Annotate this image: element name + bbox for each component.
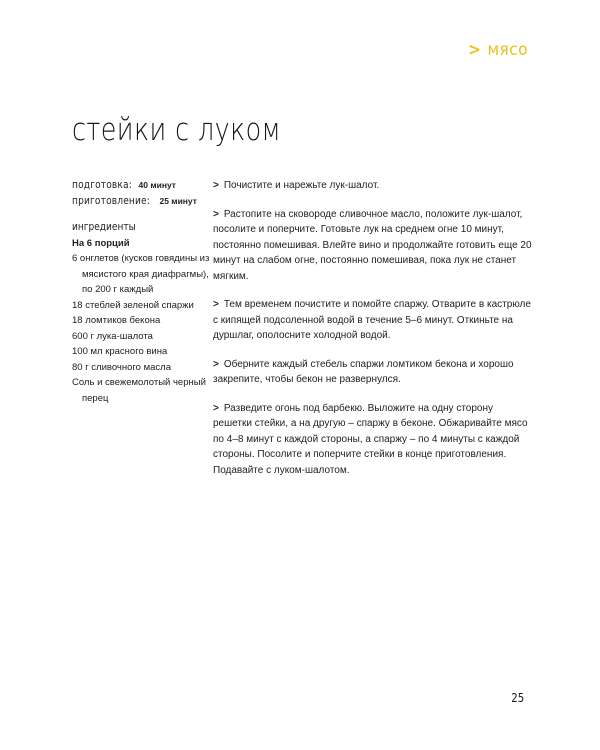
chevron-right-icon: > <box>213 180 219 191</box>
ingredient-item: 18 ломтиков бекона <box>72 315 161 326</box>
chevron-right-icon: > <box>213 402 219 414</box>
ingredient-item: 600 г лука-шалота <box>72 330 153 342</box>
step-text: Оберните каждый стебель спаржи ломтиком бекона и хорошо закрепите, чтобы бекон не развернулся. <box>213 358 514 385</box>
servings: На 6 порций <box>72 237 130 249</box>
section-label: мясо <box>487 40 528 60</box>
page-number: 25 <box>511 691 524 705</box>
step-text: Разведите огонь под барбекю. Выложите на одну сторону решетки стейки, а на другую – спаржу в беконе. Обжаривайте мясо по 4–8 минут с каждой стороны, а спаржу – по 4 минуты с каждой стороны. Посолите и поперчите стейки в конце приготовления. Подавайте с луком-шалотом. <box>213 402 528 476</box>
ingredient-item: 100 мл красного вина <box>72 346 168 357</box>
chevron-right-icon: > <box>213 208 219 220</box>
prep-time-value: 40 минут <box>138 180 176 190</box>
step <box>213 401 533 479</box>
section-tag <box>468 40 528 60</box>
cook-time-value: 25 минут <box>159 195 197 206</box>
chevron-right-icon: > <box>468 40 482 60</box>
ingredients-list <box>72 251 212 406</box>
prep-time-label: подготовка: <box>72 179 132 191</box>
ingredients-heading: ингредиенты <box>72 221 136 233</box>
step-text: Растопите на сковороде сливочное масло, положите лук-шалот, посолите и поперчите. Готовьте лук на среднем огне 10 минут, постоянно помешивая. Влейте вино и продолжайте готовить еще 20 минут на слабом огне, постоянно помешивая, пока лук не станет мягким. <box>213 208 532 282</box>
step <box>213 357 533 388</box>
ingredient-item: 18 стеблей зеленой спаржи <box>72 299 194 311</box>
recipe-sidebar <box>72 178 212 406</box>
ingredient-item: 6 онглетов (кусков говядины из мясистого края диафрагмы), по 200 г каждый <box>72 253 210 295</box>
ingredient-item: Соль и свежемолотый черный перец <box>72 377 206 404</box>
ingredient-item: 80 г сливочного масла <box>72 361 171 373</box>
recipe-steps <box>213 178 533 491</box>
chevron-right-icon: > <box>213 299 219 310</box>
step <box>213 297 533 344</box>
step-text: Тем временем почистите и помойте спаржу. Отварите в кастрюле с кипящей подсоленной водой в течение 5–6 минут. Откиньте на дуршлаг, ополосните холодной водой. <box>213 299 531 341</box>
recipe-title: стейки с луком <box>72 112 282 148</box>
step <box>213 207 533 285</box>
cook-time <box>72 194 212 210</box>
cook-time-label: приготовление: <box>72 194 150 207</box>
prep-time <box>72 178 212 194</box>
step <box>213 178 533 194</box>
chevron-right-icon: > <box>213 358 219 370</box>
step-text: Почистите и нарежьте лук-шалот. <box>223 180 380 191</box>
